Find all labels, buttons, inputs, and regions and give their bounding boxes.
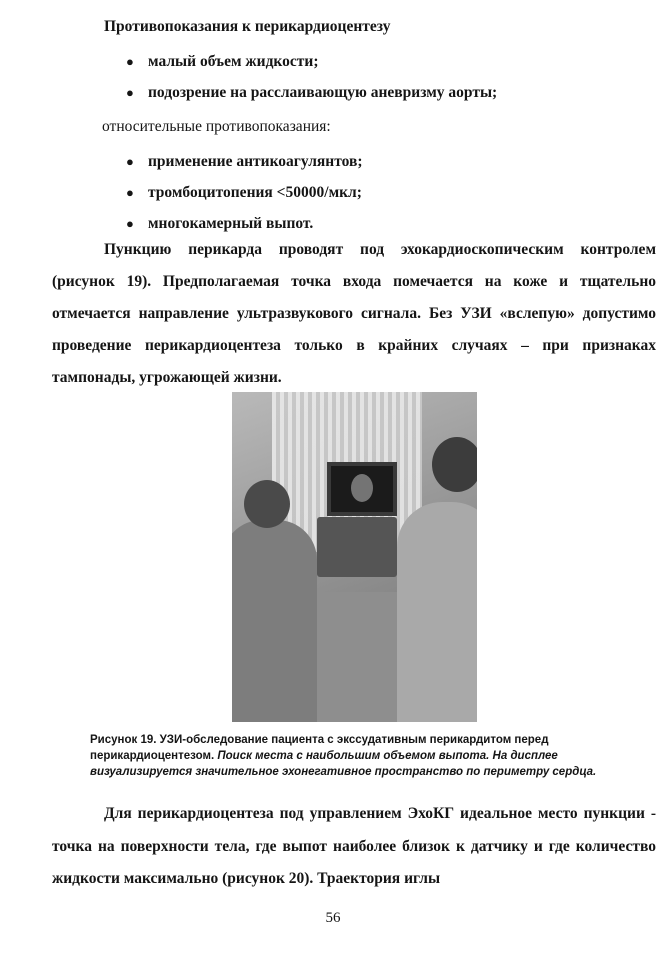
figure-caption xyxy=(90,732,630,780)
list-item-text: тромбоцитопения <50000/мкл; xyxy=(148,184,362,201)
bullet-icon: ● xyxy=(126,185,134,200)
bullet-icon: ● xyxy=(126,154,134,169)
echo-scan-image xyxy=(351,474,373,502)
relative-contraindications-label: относительные противопоказания: xyxy=(102,118,331,135)
list-item xyxy=(0,77,497,108)
ultrasound-monitor xyxy=(327,462,397,516)
list-item xyxy=(0,146,363,177)
ultrasound-machine xyxy=(317,517,397,577)
bullet-icon: ● xyxy=(126,216,134,231)
patient-figure xyxy=(302,592,412,722)
figure-caption-detail: Поиск места с наибольшим объемом выпота. На дисплее визуализируется значительное эхонегативное пространство по периметру сердца. xyxy=(90,750,597,778)
list-item xyxy=(0,46,497,77)
doctor-head xyxy=(244,480,290,528)
page-number: 56 xyxy=(325,910,341,926)
body-paragraph-2: Для перикардиоцентеза под управлением ЭхоКГ идеальное место пункции - точка на поверхности тела, где выпот наиболее близок к датчику и где количество жидкости максимально (рисунок 20). Траектория иглы xyxy=(52,805,656,887)
absolute-contraindications-list xyxy=(0,46,497,108)
list-item-text: многокамерный выпот. xyxy=(148,215,314,232)
list-item xyxy=(0,177,363,208)
body-paragraph-1: Пункцию перикарда проводят под эхокардиоскопическим контролем (рисунок 19). Предполагаемая точка входа помечается на коже и тщательно отмечается направление ультразвукового сигнала. Без УЗИ «вслепую» допустимо проведение перикардиоцентеза только в крайних случаях – при признаках тампонады, угрожающей жизни. xyxy=(52,241,656,386)
relative-contraindications-list xyxy=(0,146,363,239)
figure-caption-lead: Рисунок 19. УЗИ-обследование пациента с экссудативным перикардитом перед перикардиоцентезом. xyxy=(90,734,549,762)
section-heading: Противопоказания к перикардиоцентезу xyxy=(104,18,391,35)
bullet-icon: ● xyxy=(126,54,134,69)
list-item-text: применение антикоагулянтов; xyxy=(148,153,363,170)
assistant-figure xyxy=(397,502,477,722)
doctor-figure xyxy=(232,520,317,722)
assistant-head xyxy=(432,437,477,492)
bullet-icon: ● xyxy=(126,85,134,100)
figure-photo-ultrasound-exam xyxy=(232,392,477,722)
list-item-text: малый объем жидкости; xyxy=(148,53,319,70)
list-item-text: подозрение на расслаивающую аневризму аорты; xyxy=(148,84,498,101)
